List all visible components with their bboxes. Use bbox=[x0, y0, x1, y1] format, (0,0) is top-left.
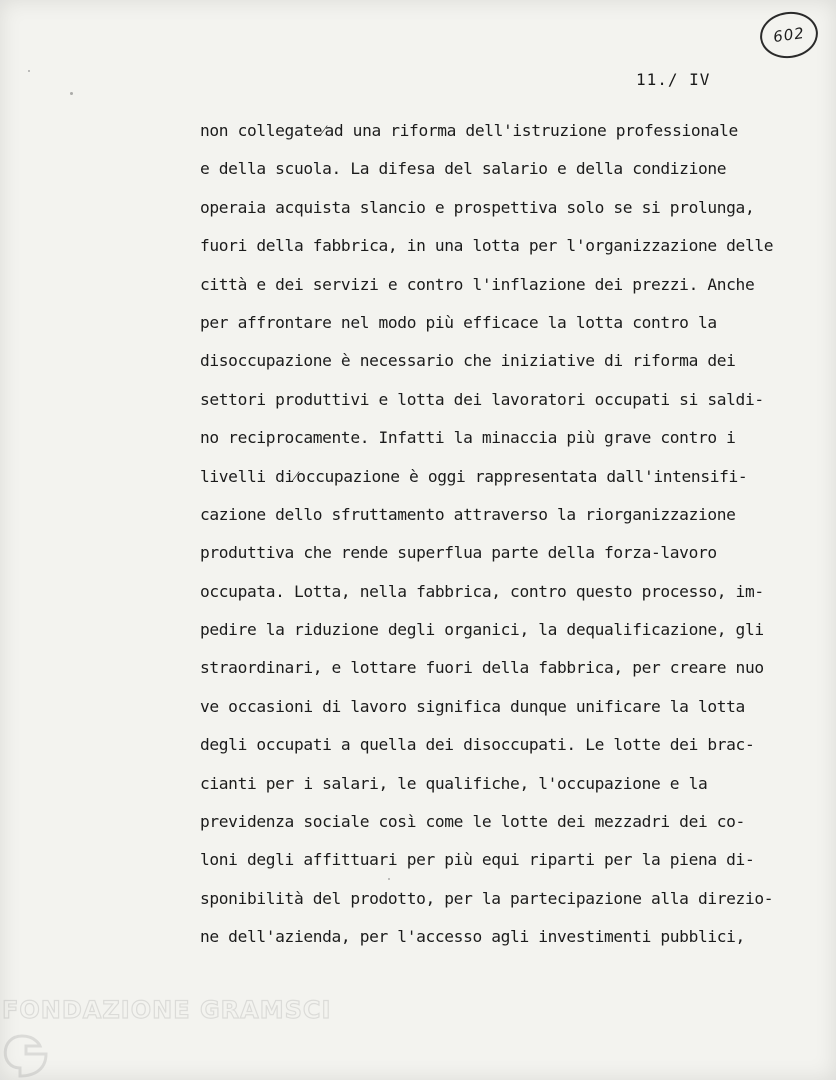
text-line: previdenza sociale così come le lotte dei mezzadri dei co- bbox=[200, 812, 745, 832]
text-line: non collegate⁄ad una riforma dell'istruzione professionale bbox=[200, 121, 738, 140]
text-line: per affrontare nel modo più efficace la lotta contro la bbox=[200, 312, 717, 332]
text-line: produttiva che rende superflua parte della forza-lavoro bbox=[200, 543, 717, 563]
text-line: disoccupazione è necessario che iniziative di riforma dei bbox=[200, 351, 736, 371]
archive-number-stamp: 602 bbox=[757, 8, 821, 62]
text-line: no reciprocamente. Infatti la minaccia più grave contro i bbox=[200, 428, 736, 448]
text-line: cazione dello sfruttamento attraverso la riorganizzazione bbox=[200, 504, 736, 524]
text-line: fuori della fabbrica, in una lotta per l'organizzazione delle bbox=[200, 236, 774, 256]
archive-watermark-logo bbox=[0, 990, 332, 1080]
text-line: pedire la riduzione degli organici, la dequalificazione, gli bbox=[200, 620, 764, 640]
text-line: loni degli affittuari per più equi riparti per la piena di- bbox=[200, 850, 755, 870]
page-number: 11./ IV bbox=[636, 70, 711, 89]
body-text bbox=[200, 112, 810, 957]
text-line: settori produttivi e lotta dei lavoratori occupati si saldi- bbox=[200, 389, 764, 409]
text-line: straordinari, e lottare fuori della fabbrica, per creare nuo bbox=[200, 658, 764, 678]
text-line: cianti per i salari, le qualifiche, l'occupazione e la bbox=[200, 773, 708, 793]
text-line: ne dell'azienda, per l'accesso agli investimenti pubblici, bbox=[200, 927, 745, 947]
text-line: livelli di⁄occupazione è oggi rappresentata dall'intensifi- bbox=[200, 466, 748, 486]
text-line: ve occasioni di lavoro significa dunque unificare la lotta bbox=[200, 696, 745, 716]
text-line: operaia acquista slancio e prospettiva solo se si prolunga, bbox=[200, 197, 755, 217]
text-line: e della scuola. La difesa del salario e della condizione bbox=[200, 159, 727, 179]
text-line: degli occupati a quella dei disoccupati. Le lotte dei brac- bbox=[200, 735, 755, 755]
text-line: occupata. Lotta, nella fabbrica, contro questo processo, im- bbox=[200, 581, 764, 601]
text-line: città e dei servizi e contro l'inflazione dei prezzi. Anche bbox=[200, 274, 755, 294]
text-line: sponibilità del prodotto, per la partecipazione alla direzio- bbox=[200, 888, 774, 908]
watermark-text: FONDAZIONE GRAMSCI bbox=[2, 996, 332, 1024]
